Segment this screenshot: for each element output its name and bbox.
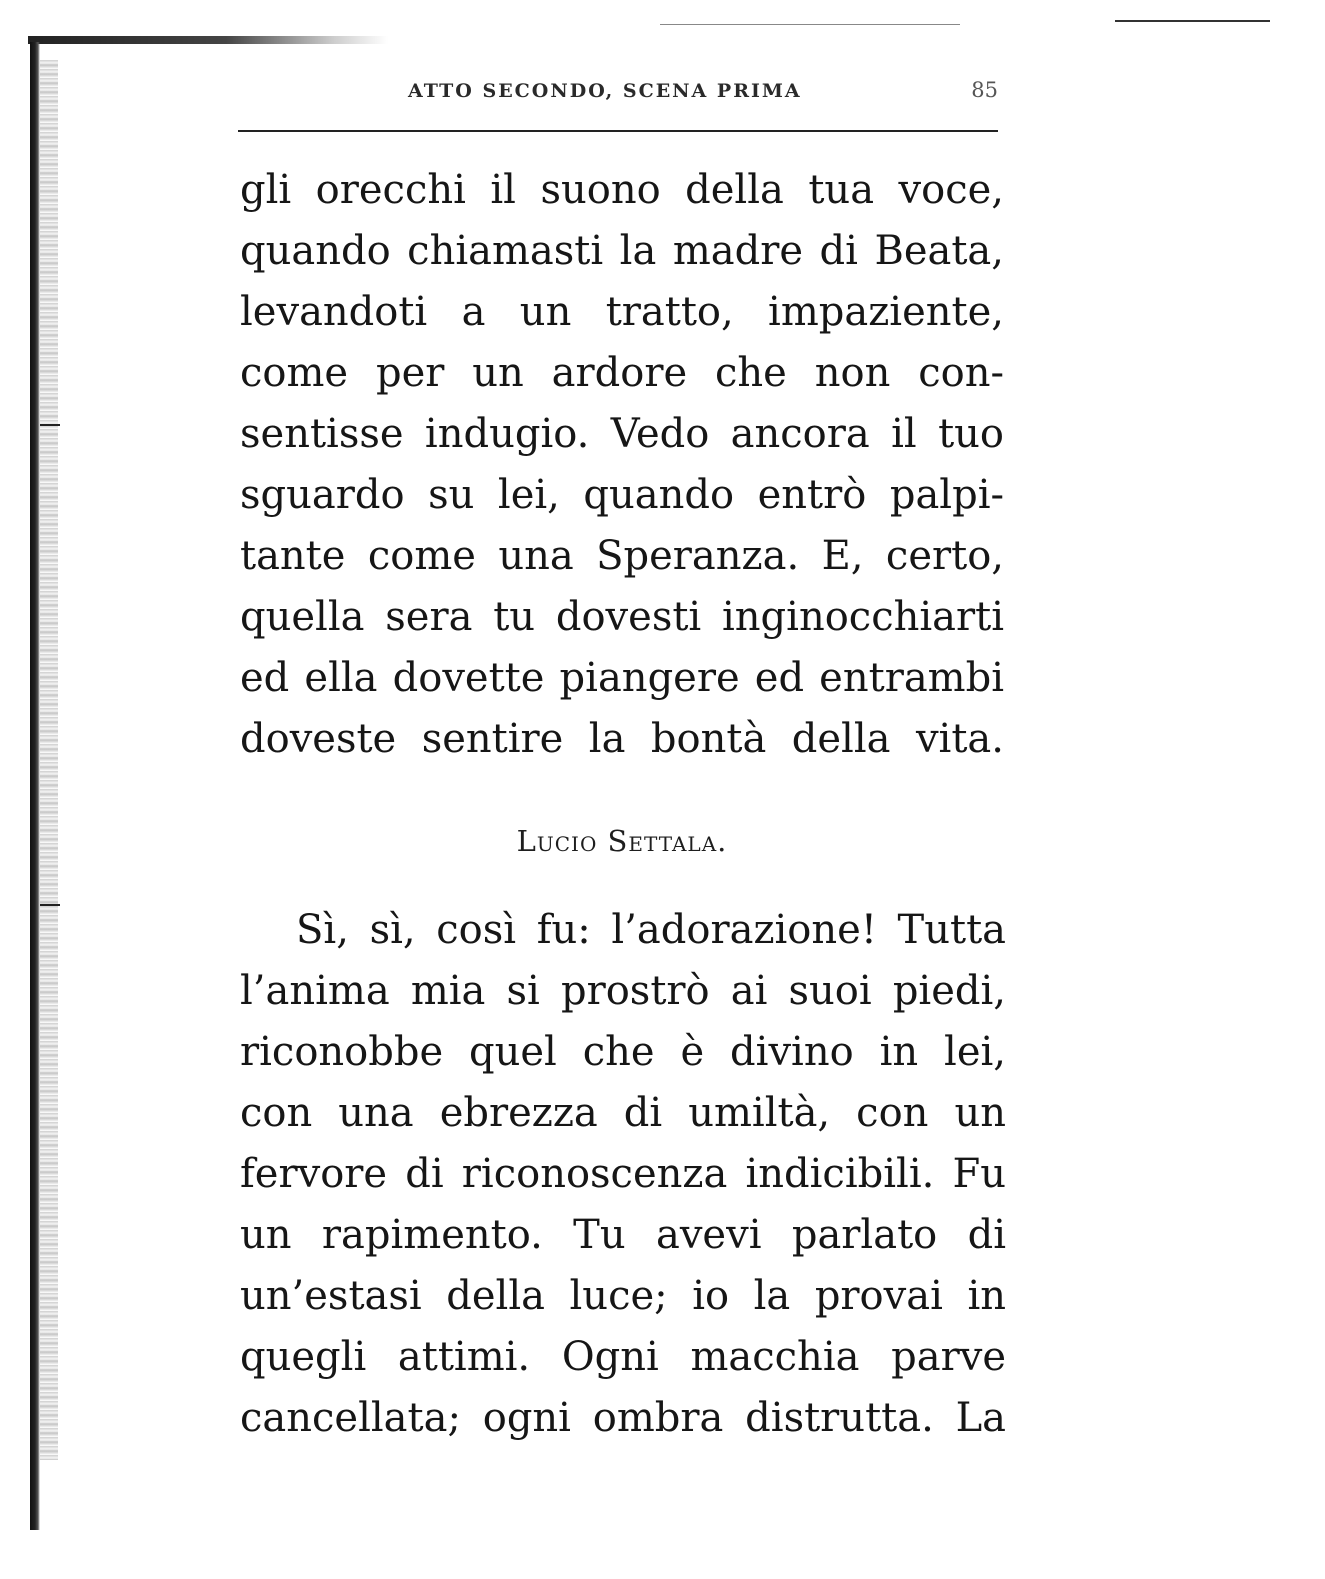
text-line: cancellata; ogni ombra distrutta. La [240, 1395, 1006, 1441]
text-line: fervore di riconoscenza indicibili. Fu [240, 1151, 1006, 1197]
text-line: un rapimento. Tu avevi parlato di [240, 1212, 1006, 1258]
text-line: gli orecchi il suono della tua voce, [240, 167, 1004, 213]
text-line: sguardo su lei, quando entrò palpi- [240, 472, 1004, 518]
running-title: ATTO SECONDO, SCENA PRIMA [408, 80, 802, 102]
text-line: l’anima mia si prostrò ai suoi piedi, [240, 968, 1006, 1014]
text-line: levandoti a un tratto, impaziente, [240, 289, 1004, 335]
text-line: quando chiamasti la madre di Beata, [240, 228, 1004, 274]
scan-top-line-right [1115, 20, 1270, 22]
paragraph-2 [240, 900, 1006, 1449]
text-line: un’estasi della luce; io la provai in [240, 1273, 1006, 1319]
margin-tick [40, 424, 60, 426]
text-line: doveste sentire la bontà della vita. [240, 716, 1004, 762]
text-line: quella sera tu dovesti inginocchiarti [240, 594, 1004, 640]
text-line: quegli attimi. Ogni macchia parve [240, 1334, 1006, 1380]
text-line: sentisse indugio. Vedo ancora il tuo [240, 411, 1004, 457]
speaker-name: Lucio Settala. [516, 824, 728, 858]
text-line: riconobbe quel che è divino in lei, [240, 1029, 1006, 1075]
paragraph-1 [240, 160, 1004, 770]
running-head [238, 76, 998, 112]
page-number: 85 [971, 78, 998, 102]
scan-top-edge [28, 36, 388, 44]
text-line: tante come una Speranza. E, certo, [240, 533, 1004, 579]
head-rule [238, 130, 998, 132]
spine-speckle [40, 60, 58, 1460]
text-line: ed ella dovette piangere ed entrambi [240, 655, 1004, 701]
margin-tick [40, 904, 60, 906]
book-spine-shadow [30, 42, 40, 1530]
scan-top-line [660, 24, 960, 25]
text-line: Sì, sì, così fu: l’adorazione! Tutta [296, 907, 1006, 953]
text-line: con una ebrezza di umiltà, con un [240, 1090, 1006, 1136]
text-line: come per un ardore che non con- [240, 350, 1004, 396]
